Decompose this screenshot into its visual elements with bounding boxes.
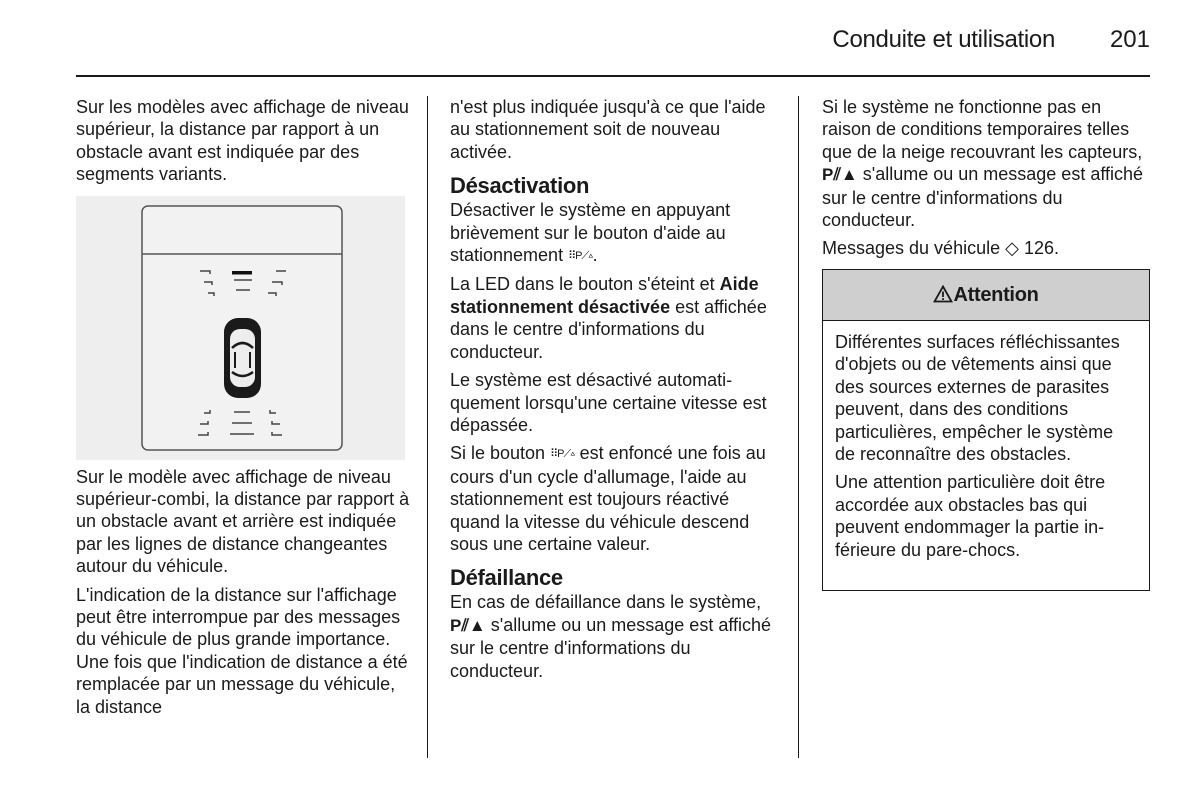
parking-warning-icon: P⫽▲ xyxy=(822,165,858,185)
paragraph: Messages du véhicule ◇ 126. xyxy=(822,238,1060,259)
display-message: Aide stationnement désactivée xyxy=(450,274,759,317)
paragraph: En cas de défaillance dans le système, P⫽▲ s'allume ou un message est affiché sur le centre d'informations du conducteur. xyxy=(450,592,772,681)
paragraph: Désactiver le système en appuyant brièvement sur le bouton d'aide au stationnement ⠿P⟋▵. xyxy=(450,199,780,267)
paragraph: n'est plus indiquée jusqu'à ce que l'aide au stationnement soit de nouveau activée. xyxy=(450,97,766,162)
section-heading-deactivation: Désactivation xyxy=(450,173,590,199)
paragraph: La LED dans le bouton s'éteint et Aide stationnement désactivée est affichée dans le centre d'informations du conducteur. xyxy=(450,274,767,362)
page-reference[interactable]: 126. xyxy=(1023,238,1060,259)
chapter-title: Conduite et utilisation xyxy=(832,26,1055,53)
paragraph: Si le système ne fonctionne pas en raison de conditions temporaires telles que de la neige recouvrant les capteurs, P⫽▲ s'allume ou un message est affiché sur le centre d'informations du conducteur. xyxy=(822,97,1144,231)
column-divider xyxy=(798,96,799,758)
column-divider xyxy=(427,96,428,758)
paragraph: Différentes surfaces réfléchissantes d'objets ou de vêtements ainsi que des sources externes de parasites peuvent, dans des conditions particulières, empêcher le système de reconnaître des obstacles. xyxy=(835,332,1120,465)
parking-warning-icon: P⫽▲ xyxy=(450,615,486,635)
parking-assist-button-icon: ⠿P⟋▵ xyxy=(568,250,593,263)
warning-body xyxy=(823,321,1149,561)
page-number: 201 xyxy=(1109,26,1150,53)
paragraph: Sur le modèle avec affichage de niveau supérieur-combi, la distance par rapport à un obstacle avant et arrière est indiquée par les lignes de distance changeantes autour du véhicule. xyxy=(76,466,410,577)
paragraph: Une attention particulière doit être accordée aux obstacles bas qui peuvent endommager la partie inférieure du pare-chocs. xyxy=(835,472,1106,560)
warning-triangle-icon xyxy=(933,285,953,303)
paragraph: Le système est désactivé automatiquement lorsqu'une certaine vitesse est dépassée. xyxy=(450,370,767,435)
parking-assist-button-icon: ⠿P⟋▵ xyxy=(550,448,575,461)
section-heading-failure: Défaillance xyxy=(450,565,563,591)
display-graphic xyxy=(76,196,405,460)
car-icon xyxy=(224,318,261,398)
parking-display-illustration xyxy=(76,196,405,460)
warning-header xyxy=(823,270,1149,321)
warning-title: Attention xyxy=(953,284,1039,306)
column-3 xyxy=(822,96,1150,266)
reference-arrow-icon: ◇ xyxy=(1005,238,1019,259)
warning-box xyxy=(822,269,1150,591)
paragraph: Si le bouton ⠿P⟋▵ est enfoncé une fois au cours d'un cycle d'allumage, l'aide au stationnement est toujours réactivé quand la vitesse du véhicule descend sous une certaine valeur. xyxy=(450,443,766,554)
header-rule xyxy=(76,75,1150,77)
active-segment xyxy=(232,271,252,275)
paragraph: Sur les modèles avec affichage de niveau supérieur, la distance par rapport à un obstacle avant est indiquée par des segments variants. xyxy=(76,97,409,185)
column-2 xyxy=(450,96,780,688)
paragraph: L'indication de la distance sur l'affichage peut être interrompue par des messages du véhicule de plus grande importance. Une fois que l'indication de distance a été remplacée par un message du véhicule, la distance xyxy=(76,584,408,717)
